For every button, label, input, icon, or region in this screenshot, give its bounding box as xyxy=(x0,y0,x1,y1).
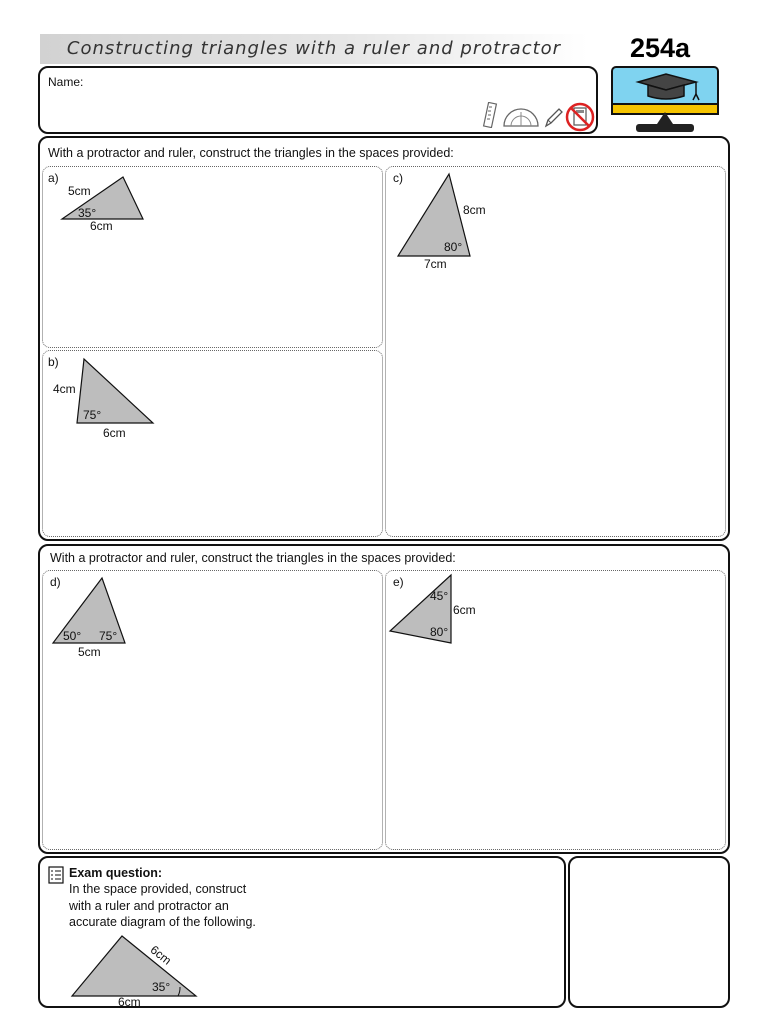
part-label: c) xyxy=(393,171,403,185)
angle-label: 75° xyxy=(83,408,102,422)
part-label: a) xyxy=(48,171,59,185)
triangle-d xyxy=(43,571,203,671)
angle-label: 75° xyxy=(99,629,118,643)
section-2-instruction: With a protractor and ruler, construct the triangles in the spaces provided: xyxy=(50,551,456,565)
checklist-icon xyxy=(48,866,64,884)
triangle-e xyxy=(386,571,546,671)
exam-triangle xyxy=(40,926,240,1010)
base-label: 6cm xyxy=(103,426,126,440)
exam-line: with a ruler and protractor an xyxy=(69,899,229,913)
base-label: 6cm xyxy=(90,219,113,233)
base-label: 6cm xyxy=(118,995,141,1009)
angle-label: 80° xyxy=(444,240,463,254)
side-label: 8cm xyxy=(463,203,486,217)
graduation-cap-monitor-icon xyxy=(610,64,722,136)
angle-label: 35° xyxy=(78,206,97,220)
part-b-space[interactable] xyxy=(42,350,383,537)
side-label: 4cm xyxy=(53,382,76,396)
name-box xyxy=(38,66,598,134)
part-a-space[interactable] xyxy=(42,166,383,348)
title-bar xyxy=(40,34,588,64)
part-e-space[interactable] xyxy=(385,570,726,850)
part-label: d) xyxy=(50,575,61,589)
angle-label: 80° xyxy=(430,625,449,639)
angle-label: 35° xyxy=(152,980,171,994)
base-label: 5cm xyxy=(78,645,101,659)
section-1-instruction: With a protractor and ruler, construct the triangles in the spaces provided: xyxy=(48,146,454,160)
part-d-space[interactable] xyxy=(42,570,383,850)
pencil-icon xyxy=(543,106,563,128)
no-calculator-icon xyxy=(565,102,595,132)
angle-label: 50° xyxy=(63,629,82,643)
triangle-c xyxy=(386,167,546,277)
protractor-icon xyxy=(502,106,540,128)
part-c-space[interactable] xyxy=(385,166,726,537)
side-label: 6cm xyxy=(147,942,175,968)
worksheet-code: 254a xyxy=(630,33,691,63)
name-label: Name: xyxy=(48,75,84,89)
answer-box[interactable] xyxy=(568,856,730,1008)
exam-question-box xyxy=(38,856,566,1008)
triangle-shape xyxy=(72,936,196,996)
part-label: b) xyxy=(48,355,59,369)
page-title: Constructing triangles with a ruler and protractor xyxy=(66,38,562,59)
part-label: e) xyxy=(393,575,404,589)
exam-line: In the space provided, construct xyxy=(69,882,247,896)
ruler-icon xyxy=(482,102,498,128)
exam-line: accurate diagram of the following. xyxy=(69,915,256,929)
exam-heading: Exam question: xyxy=(69,866,163,880)
triangle-b xyxy=(43,351,203,451)
side-label: 5cm xyxy=(68,184,91,198)
triangle-a xyxy=(43,167,203,247)
side-label: 6cm xyxy=(453,603,476,617)
base-label: 7cm xyxy=(424,257,447,271)
angle-label: 45° xyxy=(430,589,449,603)
